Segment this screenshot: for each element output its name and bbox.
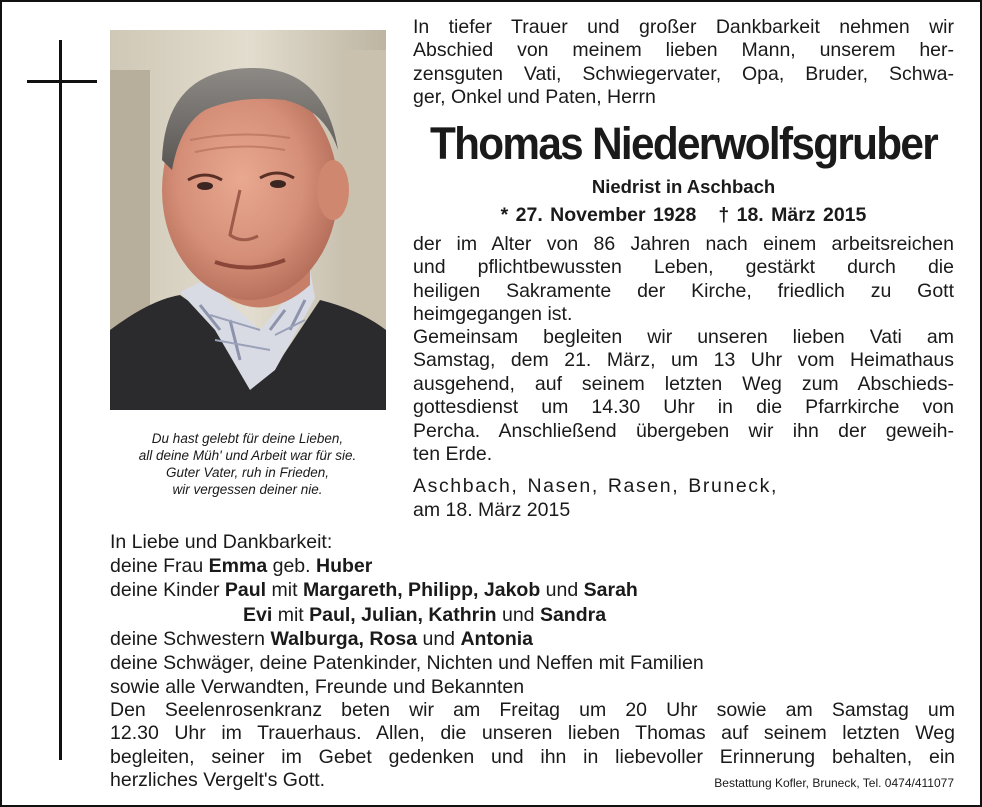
body-line: Samstag, dem 21. März, um 13 Uhr vom Heimathaus (413, 349, 954, 372)
body-line: der im Alter von 86 Jahren nach einem arbeitsreichen (413, 233, 954, 255)
body-line: und pflichtbewussten Leben, gestärkt durch die (413, 256, 954, 279)
cross-icon (59, 40, 62, 760)
family-wife: deine Frau Emma geb. Huber (110, 555, 373, 578)
family-sisters: deine Schwestern Walburga, Rosa und Antonia (110, 627, 534, 650)
birth-date: * 27. November 1928 (500, 204, 697, 226)
intro-line: ger, Onkel und Paten, Herrn (413, 86, 656, 109)
body-line: Percha. Anschließend übergeben wir ihn der geweih- (413, 419, 954, 442)
portrait-illustration (110, 30, 386, 410)
body-line: heiligen Sakramente der Kirche, friedlich zu Gott (413, 279, 954, 302)
verse-line: all deine Müh' und Arbeit war für sie. (138, 448, 357, 463)
family-relatives: sowie alle Verwandten, Freunde und Bekannten (110, 676, 525, 699)
family-list (110, 530, 704, 699)
intro-text (413, 16, 954, 110)
intro-line: In tiefer Trauer und großer Dankbarkeit nehmen wir (413, 16, 954, 38)
intro-line: Abschied von meinem lieben Mann, unserem her- (413, 39, 954, 62)
memorial-verse (100, 430, 395, 498)
body-line: Gemeinsam begleiten wir unseren lieben Vati am (413, 326, 954, 348)
body-line: gottesdienst um 14.30 Uhr in die Pfarrkirche von (413, 396, 954, 419)
body-line: heimgegangen ist. (413, 303, 573, 326)
sign-places: Aschbach, Nasen, Rasen, Bruneck, (413, 475, 779, 497)
family-heading: In Liebe und Dankbarkeit: (110, 531, 333, 553)
body-line: ten Erde. (413, 443, 493, 466)
life-dates (413, 203, 954, 227)
closing-line: Den Seelenrosenkranz beten wir am Freitag um 20 Uhr sowie am Samstag um (110, 699, 955, 721)
cross-icon-bar (27, 80, 97, 83)
death-date: † 18. März 2015 (718, 204, 867, 226)
closing-line: begleiten, seiner im Gebet gedenken und ihn in liebevoller Erinnerung behalten, ein (110, 745, 955, 768)
verse-line: Du hast gelebt für deine Lieben, (151, 431, 344, 446)
closing-line: 12.30 Uhr im Trauerhaus. Allen, die unseren lieben Thomas auf seinem letzten Weg (110, 722, 955, 745)
farm-place: Niedrist in Aschbach (591, 176, 776, 197)
funeral-text (413, 326, 954, 466)
place-date (413, 474, 778, 522)
sign-date: am 18. März 2015 (413, 499, 571, 521)
portrait-photo (110, 30, 386, 410)
life-text (413, 233, 954, 327)
family-children: deine Kinder Paul mit Margareth, Philipp, Jakob und Sarah (110, 579, 638, 602)
family-children: Evi mit Paul, Julian, Kathrin und Sandra (243, 603, 607, 626)
intro-line: zensguten Vati, Schwiegervater, Opa, Bruder, Schwa- (413, 62, 954, 85)
family-inlaws: deine Schwäger, deine Patenkinder, Nichten und Neffen mit Familien (110, 652, 704, 675)
verse-line: wir vergessen deiner nie. (172, 482, 323, 497)
closing-line: herzliches Vergelt's Gott. (110, 769, 326, 792)
deceased-name: Thomas Niederwolfsgruber (429, 118, 938, 169)
verse-line: Guter Vater, ruh in Frieden, (165, 465, 330, 480)
funeral-home: Bestattung Kofler, Bruneck, Tel. 0474/411077 (714, 776, 954, 790)
body-line: ausgehend, auf seinem letzten Weg zum Abschieds- (413, 372, 954, 395)
